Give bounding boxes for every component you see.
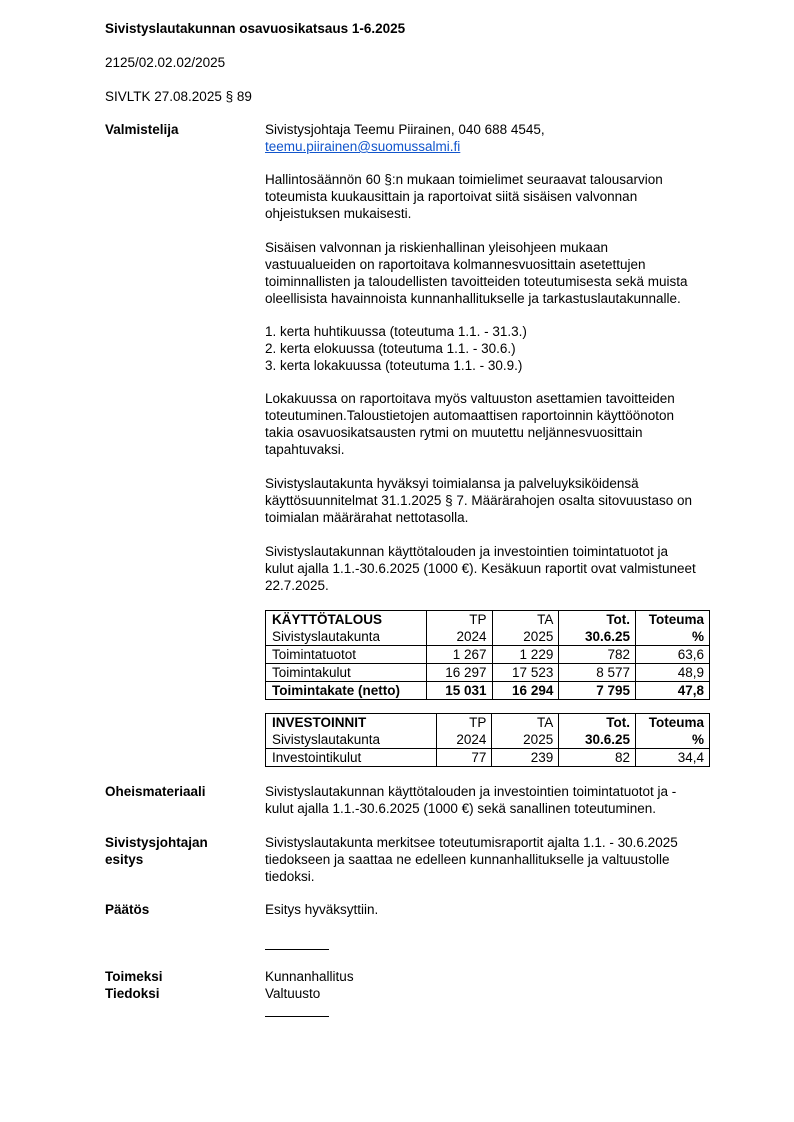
paragraph-line: vastuualueiden on raportoitava kolmannesvuosittain asetettujen bbox=[265, 257, 646, 272]
action-recipient bbox=[265, 968, 354, 985]
table-header-row bbox=[266, 714, 710, 732]
preparer-block bbox=[265, 121, 545, 155]
paragraph-line: Lokakuussa on raportoitava myös valtuuston asettamien tavoitteiden bbox=[265, 391, 675, 406]
recipient-name: Valtuusto bbox=[265, 986, 321, 1001]
table-header-cell: % bbox=[636, 628, 710, 646]
paragraph-line: toimialan määrärahat nettotasolla. bbox=[265, 510, 469, 525]
paragraph-2 bbox=[265, 239, 687, 307]
paragraph-line: ohjeistuksen mukaisesti. bbox=[265, 206, 412, 221]
list-item: 3. kerta lokakuussa (toteutuma 1.1. - 30.9.) bbox=[265, 358, 523, 373]
table-cell: Investointikulut bbox=[266, 749, 437, 767]
table-row bbox=[266, 664, 710, 682]
table-cell: 48,9 bbox=[636, 664, 710, 682]
paragraph-line: toteumista kuukausittain ja raportoivat siitä sisäisen valvonnan bbox=[265, 189, 638, 204]
table-cell: Toimintakate (netto) bbox=[266, 682, 427, 700]
paragraph-line: Sivistyslautakunnan käyttötalouden ja investointien toimintatuotot ja bbox=[265, 544, 668, 559]
table-header-row bbox=[266, 731, 710, 749]
paragraph-line: Esitys hyväksyttiin. bbox=[265, 902, 379, 917]
action-label: Toimeksi bbox=[105, 969, 163, 984]
meeting-reference: SIVLTK 27.08.2025 § 89 bbox=[105, 89, 252, 104]
operating-economy-table bbox=[265, 610, 710, 700]
table-cell: 17 523 bbox=[492, 664, 559, 682]
table-header-cell: 2024 bbox=[436, 731, 492, 749]
paragraph-line: toteutuminen.Taloustietojen automaattisen raportoinnin käyttöönoton bbox=[265, 408, 675, 423]
recipient-name: Kunnanhallitus bbox=[265, 969, 354, 984]
reporting-schedule-list bbox=[265, 323, 527, 374]
table-cell: 8 577 bbox=[559, 664, 636, 682]
paragraph-line: toiminnallisten ja taloudellisten tavoitteiden toteutumisesta sekä muista bbox=[265, 274, 688, 289]
table-cell: 63,6 bbox=[636, 646, 710, 664]
paragraph-6 bbox=[265, 543, 696, 594]
table-header-cell: KÄYTTÖTALOUS bbox=[266, 611, 427, 629]
table-header-cell: TP bbox=[426, 611, 492, 629]
proposal-text bbox=[265, 834, 678, 885]
paragraph-line: kulut ajalla 1.1.-30.6.2025 (1000 €). Kesäkuun raportit ovat valmistuneet bbox=[265, 561, 696, 576]
list-item: 2. kerta elokuussa (toteutuma 1.1. - 30.6.) bbox=[265, 341, 516, 356]
table-cell: 34,4 bbox=[636, 749, 710, 767]
table-header-cell: 30.6.25 bbox=[559, 628, 636, 646]
table-header-cell: INVESTOINNIT bbox=[266, 714, 437, 732]
table-header-row bbox=[266, 611, 710, 629]
record-number: 2125/02.02.02/2025 bbox=[105, 55, 226, 70]
paragraph-line: Sivistyslautakunnan käyttötalouden ja investointien toimintatuotot ja - bbox=[265, 784, 677, 799]
table-cell: Toimintatuotot bbox=[266, 646, 427, 664]
table-header-cell: % bbox=[636, 731, 710, 749]
table-header-cell: Tot. bbox=[559, 714, 636, 732]
paragraph-line: oleellisista havainnoista kunnanhallitukselle ja tarkastuslautakunnalle. bbox=[265, 291, 681, 306]
table-header-cell: Tot. bbox=[559, 611, 636, 629]
preparer-email-link[interactable]: teemu.piirainen@suomussalmi.fi bbox=[265, 139, 461, 154]
info-recipient bbox=[265, 985, 320, 1002]
info-label: Tiedoksi bbox=[105, 986, 160, 1001]
paragraph-line: tiedoksi. bbox=[265, 869, 315, 884]
table-header-cell: 2024 bbox=[426, 628, 492, 646]
investments-table bbox=[265, 713, 710, 767]
table-total-row bbox=[266, 682, 710, 700]
paragraph-line: 22.7.2025. bbox=[265, 578, 329, 593]
table-header-cell: 30.6.25 bbox=[559, 731, 636, 749]
table-cell: 7 795 bbox=[559, 682, 636, 700]
paragraph-4 bbox=[265, 390, 675, 458]
table-cell: Toimintakulut bbox=[266, 664, 427, 682]
table-header-row bbox=[266, 628, 710, 646]
table-header-cell: Toteuma bbox=[636, 714, 710, 732]
paragraph-5 bbox=[265, 475, 692, 526]
paragraph-line: Sisäisen valvonnan ja riskienhallinan yleisohjeen mukaan bbox=[265, 240, 608, 255]
table-cell: 782 bbox=[559, 646, 636, 664]
preparer-label: Valmistelija bbox=[105, 122, 179, 137]
table-cell: 16 294 bbox=[492, 682, 559, 700]
table-header-cell: Toteuma bbox=[636, 611, 710, 629]
preparer-name: Sivistysjohtaja Teemu Piirainen, 040 688 4545, bbox=[265, 122, 545, 137]
table-cell: 47,8 bbox=[636, 682, 710, 700]
paragraph-line: Sivistyslautakunta hyväksyi toimialansa ja palveluyksiköidensä bbox=[265, 476, 639, 491]
table-header-cell: TP bbox=[436, 714, 492, 732]
table-row bbox=[266, 646, 710, 664]
table-header-cell: 2025 bbox=[492, 628, 559, 646]
proposal-label-line: Sivistysjohtajan bbox=[105, 835, 208, 850]
decision-label: Päätös bbox=[105, 902, 150, 917]
table-cell: 82 bbox=[559, 749, 636, 767]
paragraph-line: tiedokseen ja saattaa ne edelleen kunnanhallitukselle ja valtuustolle bbox=[265, 852, 670, 867]
table-header-cell: 2025 bbox=[492, 731, 559, 749]
paragraph-line: Hallintosäännön 60 §:n mukaan toimielimet seuraavat talousarvion bbox=[265, 172, 663, 187]
paragraph-line: Sivistyslautakunta merkitsee toteutumisraportit ajalta 1.1. - 30.6.2025 bbox=[265, 835, 678, 850]
table-cell: 1 229 bbox=[492, 646, 559, 664]
table-header-cell: Sivistyslautakunta bbox=[266, 628, 427, 646]
document-title: Sivistyslautakunnan osavuosikatsaus 1-6.2025 bbox=[105, 21, 406, 36]
table-cell: 77 bbox=[436, 749, 492, 767]
table-cell: 16 297 bbox=[426, 664, 492, 682]
table-header-cell: TA bbox=[492, 611, 559, 629]
list-item: 1. kerta huhtikuussa (toteutuma 1.1. - 31.3.) bbox=[265, 324, 527, 339]
paragraph-line: kulut ajalla 1.1.-30.6.2025 (1000 €) sekä sanallinen toteutuminen. bbox=[265, 801, 657, 816]
separator-line bbox=[265, 949, 329, 950]
attachments-label: Oheismateriaali bbox=[105, 784, 206, 799]
proposal-label-line: esitys bbox=[105, 852, 144, 867]
paragraph-1 bbox=[265, 171, 663, 222]
paragraph-line: takia osavuosikatsausten rytmi on muutettu neljännesvuosittain bbox=[265, 425, 643, 440]
attachments-text bbox=[265, 783, 676, 817]
table-header-cell: Sivistyslautakunta bbox=[266, 731, 437, 749]
table-row bbox=[266, 749, 710, 767]
decision-text bbox=[265, 901, 378, 918]
separator-line bbox=[265, 1016, 329, 1017]
table-cell: 15 031 bbox=[426, 682, 492, 700]
paragraph-line: käyttösuunnitelmat 31.1.2025 § 7. Määrärahojen osalta sitovuustaso on bbox=[265, 493, 693, 508]
table-cell: 239 bbox=[492, 749, 559, 767]
table-header-cell: TA bbox=[492, 714, 559, 732]
proposal-label bbox=[105, 834, 208, 868]
paragraph-line: tapahtuvaksi. bbox=[265, 442, 345, 457]
table-cell: 1 267 bbox=[426, 646, 492, 664]
